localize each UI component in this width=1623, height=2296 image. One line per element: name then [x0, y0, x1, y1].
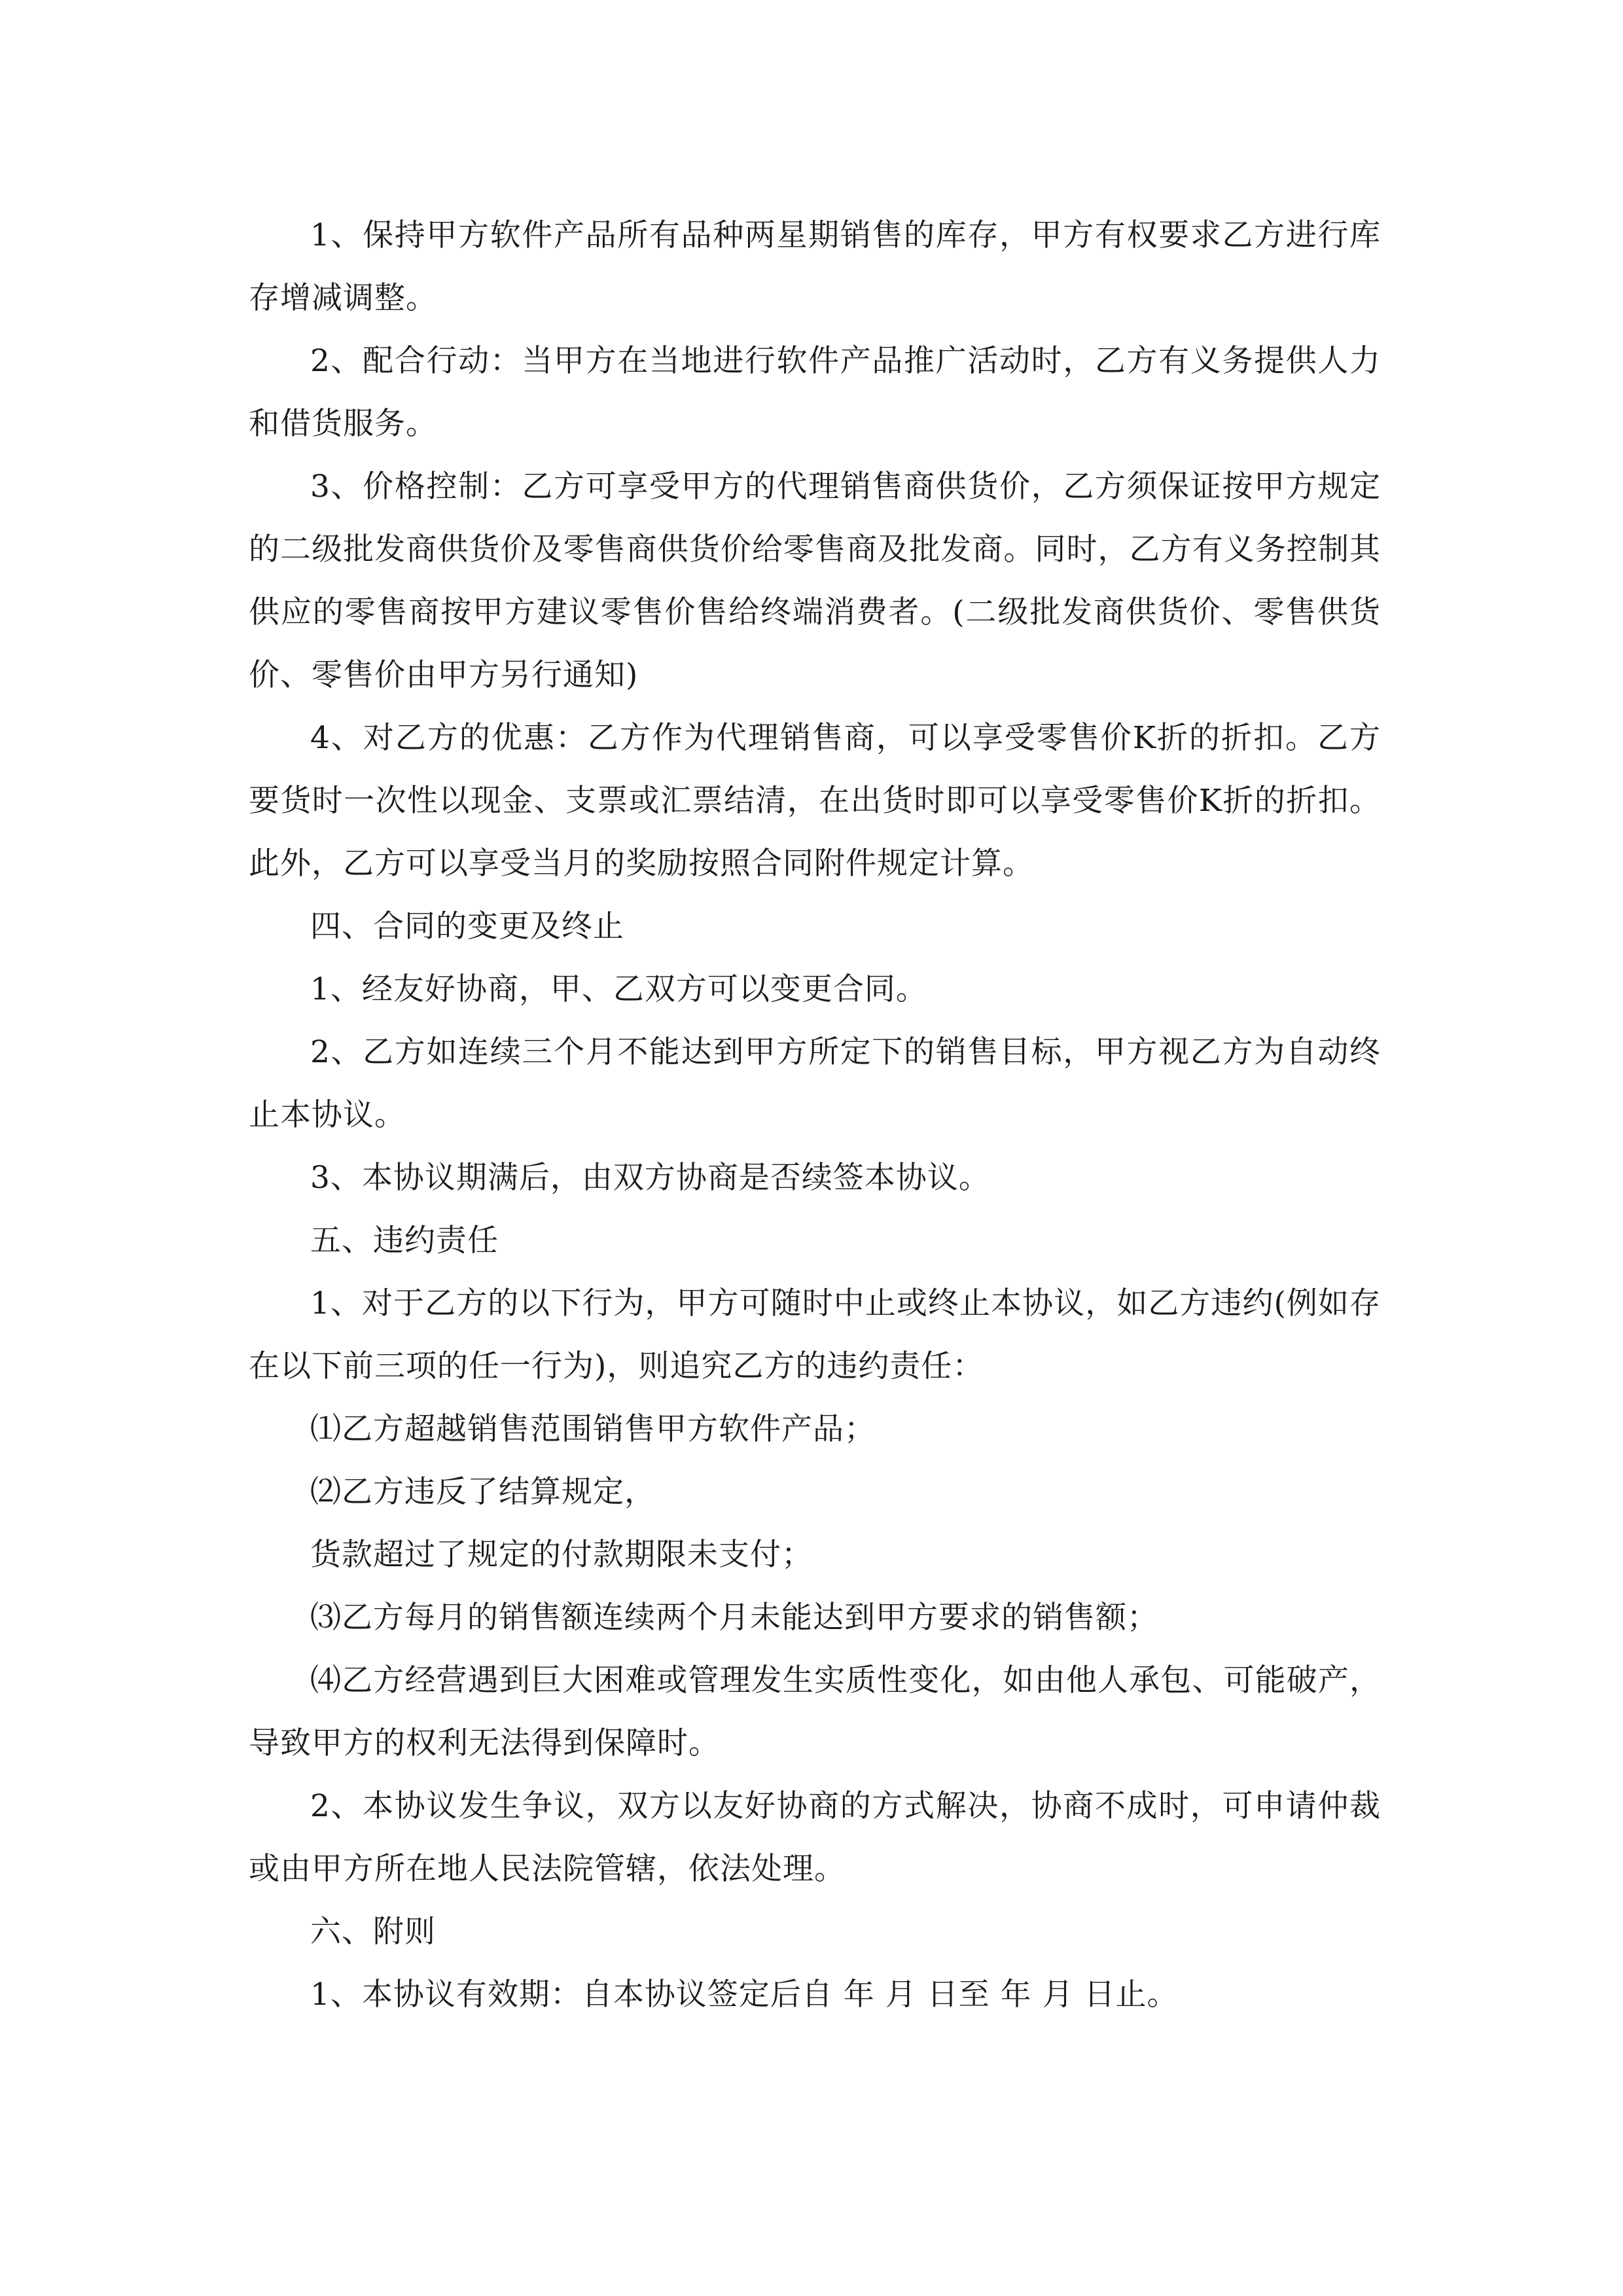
clause-discount: 4、对乙方的优惠：乙方作为代理销售商，可以享受零售价K折的折扣。乙方要货时一次性以现金、支票或汇票结清，在出货时即可以享受零售价K折的折扣。此外，乙方可以享受当月的奖励按照合同附件规定计算。 — [249, 720, 1381, 882]
section-heading-supplementary: 六、附则 — [310, 1914, 436, 1950]
breach-item-2: ⑵乙方违反了结算规定， — [310, 1474, 656, 1510]
clause-renewal: 3、本协议期满后，由双方协商是否续签本协议。 — [310, 1160, 990, 1196]
section-heading-breach: 五、违约责任 — [310, 1223, 499, 1259]
clause-breach-intro: 1、对于乙方的以下行为，甲方可随时中止或终止本协议，如乙方违约(例如存在以下前三项的任一行为)，则追究乙方的违约责任： — [249, 1285, 1381, 1384]
breach-item-4: ⑷乙方经营遇到巨大困难或管理发生实质性变化，如由他人承包、可能破产，导致甲方的权利无法得到保障时。 — [249, 1662, 1381, 1761]
clause-auto-termination: 2、乙方如连续三个月不能达到甲方所定下的销售目标，甲方视乙方为自动终止本协议。 — [249, 1034, 1381, 1133]
section-heading-change-termination: 四、合同的变更及终止 — [310, 908, 624, 944]
clause-change-contract: 1、经友好协商，甲、乙双方可以变更合同。 — [310, 971, 927, 1007]
clause-inventory: 1、保持甲方软件产品所有品种两星期销售的库存，甲方有权要求乙方进行库存增减调整。 — [249, 217, 1381, 316]
clause-dispute: 2、本协议发生争议，双方以友好协商的方式解决，协商不成时，可申请仲裁或由甲方所在地人民法院管辖，依法处理。 — [249, 1788, 1381, 1887]
clause-price-control: 3、价格控制：乙方可享受甲方的代理销售商供货价，乙方须保证按甲方规定的二级批发商供货价及零售商供货价给零售商及批发商。同时，乙方有义务控制其供应的零售商按甲方建议零售价售给终端消费者。(二级批发商供货价、零售供货价、零售价由甲方另行通知) — [249, 469, 1381, 693]
clause-cooperation: 2、配合行动：当甲方在当地进行软件产品推广活动时，乙方有义务提供人力和借货服务。 — [249, 343, 1381, 442]
document-body — [249, 204, 1381, 2026]
clause-validity-period: 1、本协议有效期：自本协议签定后自 年 月 日至 年 月 日止。 — [310, 1977, 1179, 2013]
breach-item-2-continued: 货款超过了规定的付款期限未支付； — [310, 1537, 813, 1573]
breach-item-1: ⑴乙方超越销售范围销售甲方软件产品； — [310, 1411, 876, 1447]
breach-item-3: ⑶乙方每月的销售额连续两个月未能达到甲方要求的销售额； — [310, 1600, 1158, 1636]
